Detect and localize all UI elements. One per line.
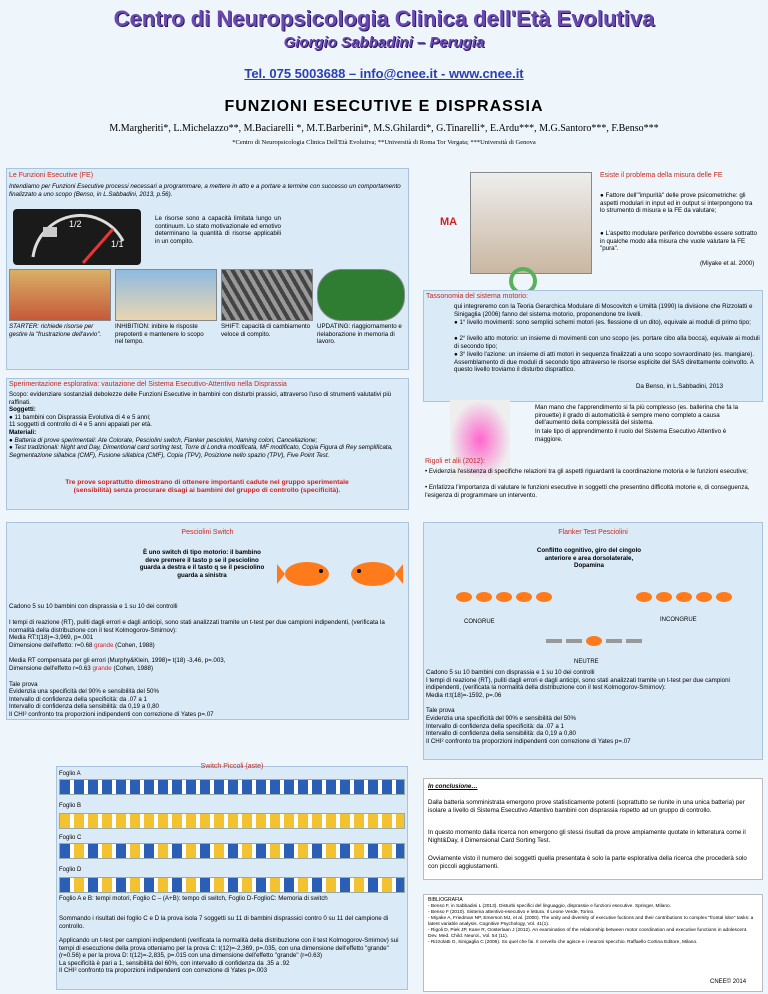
pesciolini-p1: I tempi di reazione (RT), puliti dagli errori e dagli anticipi, sono stati analizzati tramite un t-test per due campioni indipendenti, (verificata la normalità della distribuzione con il test Kolmogorov-Smirnov): [9,619,385,634]
bibliografia-ref: - Rigoli D, Piek JP, Kane R, Oosterlaan J (2012). An examination of the relationship between motor coordination and executive functions in adolescent. Dev. Med. Child. Neurol., Vol. 54 (11). [428,928,748,939]
pesciolini-p7: Evidenzia una specificità del 90% e sensibilità del 50% [9,688,159,696]
rigoli-heading: Rigoli et alii (2012): [425,458,485,465]
switch-stats [59,937,405,975]
pesciolini-p4: Media RT compensata per gli errori (Murphy&Klein, 1998)= t(18) -3,46, p=.003, [9,657,226,665]
sperimentazione-box [6,378,409,510]
materiali-2-text: Test tradizionali: Night and Day, Dimentional card sorting test, Torre di Londra modificata, MF modificato, Copia Figura di Rey semplificata, Segmentazione sillabica (CMF), Fusione sillabica (CMF), Copia (TPV), Posizione nello spazio (TPV), Five Point Test. [9,444,393,459]
rigoli-2: • Enfatizza l'importanza di valutare le funzioni esecutive in soggetti che presentino difficoltà motorie e, di conseguenza, l'esigenza di programmare un intervento. [425,484,750,499]
soggetti-label: Soggetti: [9,406,36,414]
starter-caption: STARTER: richiede risorse per gestire la "frustrazione dell'avvio". [9,323,102,338]
inhibition-caption: INHIBITION: inibire le risposte prepotenti e mantenere lo scopo nel tempo. [115,323,204,346]
tassonomia-l2: ● 2° livello atto motorio: un insieme di movimenti con uno scopo (es. portare cibo alla bocca), equivale ai moduli di secondo tipo; [454,335,760,350]
grande-tag-2: grande [92,664,112,672]
switch-p1: Sommando i risultati dei foglio C e D la prova isola 7 soggetti su 11 di bambini disprassici contro 0 su 11 del campione di controllo. [59,915,389,930]
materiali-1-text: Batteria di prove sperimentali: Ate Colorate, Pesciolini switch, Flanker pesciolini, Naming colori, Cancellazione; [14,436,318,444]
pesciolini-cadono: Cadono 5 su 10 bambini con disprassia e 1 su 10 dei controlli [9,603,178,610]
pesciolini-p5 [9,665,389,673]
fish-row-incongrue-icon [634,587,734,612]
pesciolini-p3 [9,642,389,650]
affiliations: *Centro di Neuropsicologia Clinica Dell'Età Evolutiva; **Università di Roma Tor Vergata; ***Università di Genova [232,139,536,146]
fish-row-neutre-icon [544,631,644,656]
institute-name: Centro di Neuropsicologia Clinica dell'Età Evolutiva [113,6,655,31]
flanker-p3: Media rt:t(18)=-1592, p=.06 [426,691,502,699]
starter-photo [9,269,111,321]
shift-caption: SHIFT: capacità di cambiamento veloce di compito. [221,323,311,338]
switch-p2: Applicando un t-test per campioni indipendenti (verificata la normalità della distribuzione con il test Kolmogorov-Smirnov) sui tempi di esecuzione della prova otteniamo per la prova C: t(12)=-2,369, p=.035, con una dimensione dell'effetto "grande" (r=0.56) e per la prova D: t(12)=-2,835, p=.015 con una dimensione dell'effetto "grande" (r=0.63) [59,937,399,960]
pesciolini-p8: Intervallo di confidenza della specificità: da .07 a 1 [9,695,147,703]
fe-heading: Le Funzioni Esecutive (FE) [9,172,94,179]
sperimentazione-conclusion: Tre prove soprattutto dimostrano di ottenere importanti cadute nel gruppo sperimentale (sensibilità) senza procurare disagi ai bambini del gruppo di controllo (specificità). [65,479,349,495]
flanker-heading: Flanker Test Pesciolini [558,529,628,536]
pesciolini-box [6,522,409,720]
fe-box [6,168,409,370]
inhibition-photo [115,269,217,321]
pesciolini-p9: Intervallo di confidenza della sensibilità: da 0,19 a 0,80 [9,703,159,711]
tassonomia-box [423,290,763,402]
conclusione-box [423,778,763,880]
fuel-gauge-image [13,209,141,265]
flanker-box [423,522,763,760]
pesciolini-stats [9,619,389,719]
grande-tag: grande [94,641,114,649]
materiali-2: ● Test tradizionali: Night and Day, Dimentional card sorting test, Torre di Londra modificata, MF modificato, Copia Figura di Rey semplificata, Segmentazione sillabica (CMF), Fusione sillabica (CMF), Copia (TPV), Posizione nello spazio (TPV), Five Point Test. [9,444,393,459]
soggetti-1: ● 11 bambini con Disprassia Evolutiva di 4 e 5 anni; [9,413,151,421]
fish-left-icon [343,559,403,594]
tassonomia-l2-text: 2° livello atto motorio: un insieme di movimenti con uno scopo (es. portare cibo alla bocca), equivale ai moduli di secondo tipo; [454,335,760,350]
flanker-p8: Il CHI² confronto tra proporzioni indipendenti con correzione di Yates p=.07 [426,737,631,745]
flanker-p4: Tale prova [426,707,455,715]
tassonomia-l3: ● 3° livello l'azione: un insieme di atti motori in sequenza finalizzati a uno scopo sovraordinato (es. mangiare). Assemblamento di due moduli di secondo tipo attraverso le risorse esplicite del SAS direttamente coinvolto. A questo livello troviamo il disturbo disprattico. [454,351,755,374]
conclusione-p3: Ovviamente visto il numero dei soggetti quella presentata è solo la parte esplorativa della ricerca che procederà solo con piccoli aggiustamenti. [428,855,747,870]
neutre-label: NEUTRE [574,659,599,665]
tassonomia-intro: qui integreremo con la Teoria Gerarchica Modulare di Moscovitch e Umiltà (1990) la divisione che Rizzolatti e Sinigaglia (2006) fanno del sistema motorio, proponendone tre livelli. [454,303,753,318]
scopo: Scopo: evidenziare sostanziali debolezze delle Funzioni Esecutive in bambini con disturbi prassici, attraverso l'uso di strumenti valutativi più raffinati. [9,391,392,406]
gauge-full-label: 1/1 [111,239,124,249]
conclusione-p1: Dalla batteria somministrata emergono prove statisticamente potenti (soprattutto se riunite in una unica batteria) per isolare a livello di Sistema Esecutivo Attentivo bambini con disprassia rispetto ad un gruppo di controllo. [428,799,745,814]
fuel-gauge-icon [13,209,141,265]
ma-label: MA [440,216,458,228]
misura-bullet-1-text: Fattore dell'"impurità" delle prove psicometriche: gli aspetti modulari in input ed in output si interpongono tra lo strumento di misura e la FE da valutare; [600,192,753,215]
switch-legend: Foglio A e B: tempi motori, Foglio C – (A+B): tempo di switch, Foglio D-FoglioC: Memoria di switch [59,895,328,902]
contact-line[interactable]: Tel. 075 5003688 – info@cnee.it - www.cnee.it [244,66,524,81]
poster-title: FUNZIONI ESECUTIVE E DISPRASSIA [224,98,544,115]
bibliografia-box [423,894,763,992]
pesciolini-heading: Pesciolini Switch [181,529,234,536]
misura-box [600,168,760,278]
fish-right-icon [277,559,337,594]
pesciolini-p5a: Dimensione dell'effetto r=0.63 [9,664,93,672]
tassonomia-l3-text: 3° livello l'azione: un insieme di atti motori in sequenza finalizzati a uno scopo sovraordinato (es. mangiare). Assemblamento di due moduli di secondo tipo attraverso le risorse esplicite del SAS direttamente coinvolto. A questo livello troviamo il disturbo disprattico. [454,351,755,374]
gauge-half-label: 1/2 [69,219,82,229]
switch-piccoli-box [56,763,408,990]
rigoli-1-text: Evidenzia l'esistenza di specifiche relazioni tra gli aspetti riguardanti la coordinazione motoria e le funzioni esecutive; [428,468,748,475]
tassonomia-l1: ● 1° livello movimenti: sono semplici schemi motori (es. flessione di un dito), equivale ai moduli di primo tipo; [454,319,751,326]
switch-p4: Il CHI² confronto tra proporzioni indipendenti con correzione di Yates p=.003 [59,967,268,975]
sperimentazione-heading: Sperimentazione esplorativa: vautazione del Sistema Esecutivo-Attentivo nella Disprassia [9,381,287,388]
foglio-a-stripe [59,779,405,795]
pesciolini-p5b: (Cohen, 1988) [111,664,154,672]
rigoli-1: • Evidenzia l'esistenza di specifiche relazioni tra gli aspetti riguardanti la coordinazione motoria e le funzioni esecutive; [425,468,748,475]
flanker-p5: Evidenzia una specificità del 90% e sensibilità del 50% [426,714,576,722]
bibliografia-ref: - Miyake A, Friedman NP, Emerson MJ, et al. (2000). The unity and diversity of executive fuctions and their contributions to complex "frontal lobe" tasks: a latent variable analysis. Cognitive Psychology, Vol. 41(1). [428,916,754,927]
foglio-d-label: Foglio D [59,867,82,873]
flanker-stats [426,669,756,745]
in-tale: In tale tipo di apprendimento il ruolo del Sistema Esecutivo Attentivo è maggiore. [535,428,727,443]
director-name: Giorgio Sabbadini – Perugia [283,34,485,51]
pesciolini-p3b: (Cohen, 1988) [113,641,155,649]
sperimentazione-text [9,391,404,459]
tassonomia-cite: Da Benso, in L.Sabbadini, 2013 [636,383,724,390]
fe-risorse: Le risorse sono a capacità limitata lungo un continuum. Lo stato motivazionale ed emotivo determinano la quantità di risorse applicabili in un compito. [155,215,281,245]
conclusione-p2: In questo momento dalla ricerca non emergono gli stessi risultati da prove ampiamente quotate in letteratura come il Night&Day, il Dimensional Card Sorting Test. [428,829,746,844]
juggler-photo [470,172,592,274]
bibliografia-ref: - Rizzolatti G, Sinigaglia C (2006). So quel che fai. Il cervello che agisce e i neuroni specchio. Raffaello Cortina Editore, Milano. [428,940,698,945]
soggetti-1-text: 11 bambini con Disprassia Evolutiva di 4 e 5 anni; [14,413,151,421]
misura-bullet-1: ● Fattore dell'"impurità" delle prove psicometriche: gli aspetti modulari in input ed in output si interpongono tra lo strumento di misura e la FE da valutare; [600,192,753,215]
congrue-label: CONGRUE [464,619,495,625]
foglio-b-label: Foglio B [59,803,82,809]
pesciolini-p10: Il CHI² confronto tra proporzioni indipendenti con correzione di Yates p=.07 [9,710,214,718]
flanker-p7: Intervallo di confidenza della sensibilità: da 0,19 a 0,80 [426,730,576,738]
flanker-desc: Conflitto cognitivo, giro del cingolo anteriore e area dorsolaterale, Dopamina [536,547,642,570]
updating-photo [317,269,405,321]
authors: M.Margheriti*, L.Michelazzo**, M.Baciarelli *, M.T.Barberini*, M.S.Ghilardi*, G.Tinarelli*, E.Ardu***, M.G.Santoro***, F.Benso*** [109,123,659,134]
foglio-b-stripe [59,813,405,829]
bibliografia-heading: BIBLIOGRAFIA [428,897,463,903]
flanker-p1: Cadono 5 su 10 bambini con disprassia e 1 su 10 dei controlli [426,669,595,676]
foglio-c-stripe [59,843,405,859]
pesciolini-p6: Tale prova [9,680,38,688]
flanker-p6: Intervallo di confidenza della specificità: da .07 a 1 [426,722,564,730]
foglio-c-label: Foglio C [59,835,82,841]
fish-row-congrue-icon [454,587,554,612]
tassonomia-l1-text: 1° livello movimenti: sono semplici schemi motori (es. flessione di un dito), equivale ai moduli di primo tipo; [459,319,751,326]
switch-p3: La specificità è pari a 1, sensibilità del 60%, con intervallo di confidenza da .35 a .92 [59,959,290,967]
switch-heading: Switch Piccoli (aste) [200,763,264,770]
fe-intro: Intendiamo per Funzioni Esecutive processi necessari a programmare, a mettere in atto e a portare a termine con successo un comportamento finalizzato a uno scopo (Benso, in L.Sabbadini, 2013, p.56). [9,183,401,198]
misura-heading: Esiste il problema della misura delle FE [600,172,723,179]
conclusione-heading: In conclusione… [428,783,478,790]
materiali-label: Materiali: [9,428,37,436]
pesciolini-p2: Media RT:t(18)=-3,969, p=.001 [9,634,94,642]
cnee-footer: CNEE© 2014 [710,979,747,985]
foglio-d-stripe [59,877,405,893]
man-mano: Man mano che l'apprendimento si fa più complesso (es. ballerina che fa la pirouette) il grado di automaticità è sempre meno completo a causa dell'aumento della complessità del sistema. [535,404,739,427]
misura-bullet-2: ● L'aspetto modulare periferico dovrebbe essere sottratto in qualche modo alla misura che vuole valutare la FE "pura". [600,230,757,253]
misura-cite: (Miyake et al. 2000) [700,260,755,267]
incongrue-label: INCONGRUE [660,617,697,623]
bibliografia-ref: - Benso F (2010). Sistema attentivo-esecutivo e lettura. Il Leone Verde, Torino. [428,910,595,915]
misura-bullet-2-text: L'aspetto modulare periferico dovrebbe essere sottratto in qualche modo alla misura che vuole valutare la FE "pura". [600,230,757,253]
pesciolini-desc: È uno switch di tipo motorio: il bambino deve premere il tasto p se il pesciolino guarda a destra e il tasto q se il pesciolino guarda a sinistra [139,549,265,579]
shift-photo [221,269,313,321]
updating-caption: UPDATING: riaggiornamento e rielaborazione in memoria di lavoro. [317,323,402,346]
pesciolini-p3a: Dimensione dell'effetto: r=0.68 [9,641,95,649]
materiali-1: ● Batteria di prove sperimentali: Ate Colorate, Pesciolini switch, Flanker pesciolini, Naming colori, Cancellazione; [9,436,318,444]
bibliografia-ref: - Benso F, in Sabbadini L (2013). Disturbi specifici del linguaggio, disprassie e funzioni esecutive. Springer, Milano. [428,904,671,909]
bibliografia-list [428,904,758,946]
foglio-a-label: Foglio A [59,771,81,777]
soggetti-2: 11 soggetti di controllo di 4 e 5 anni appaiati per età. [9,421,152,429]
rigoli-2-text: Enfatizza l'importanza di valutare le funzioni esecutive in soggetti che presentino difficoltà motorie e, di conseguenza, l'esigenza di programmare un intervento. [425,484,750,499]
tassonomia-heading: Tassonomia del sistema motorio: [426,293,528,300]
flanker-p2: I tempi di reazione (RT), puliti dagli errori e dagli anticipi, sono stati analizzati tramite un t-test per due campioni indipendenti, (verificata la normalità della distribuzione con il test Kolmogorov-Smirnov): [426,676,730,692]
